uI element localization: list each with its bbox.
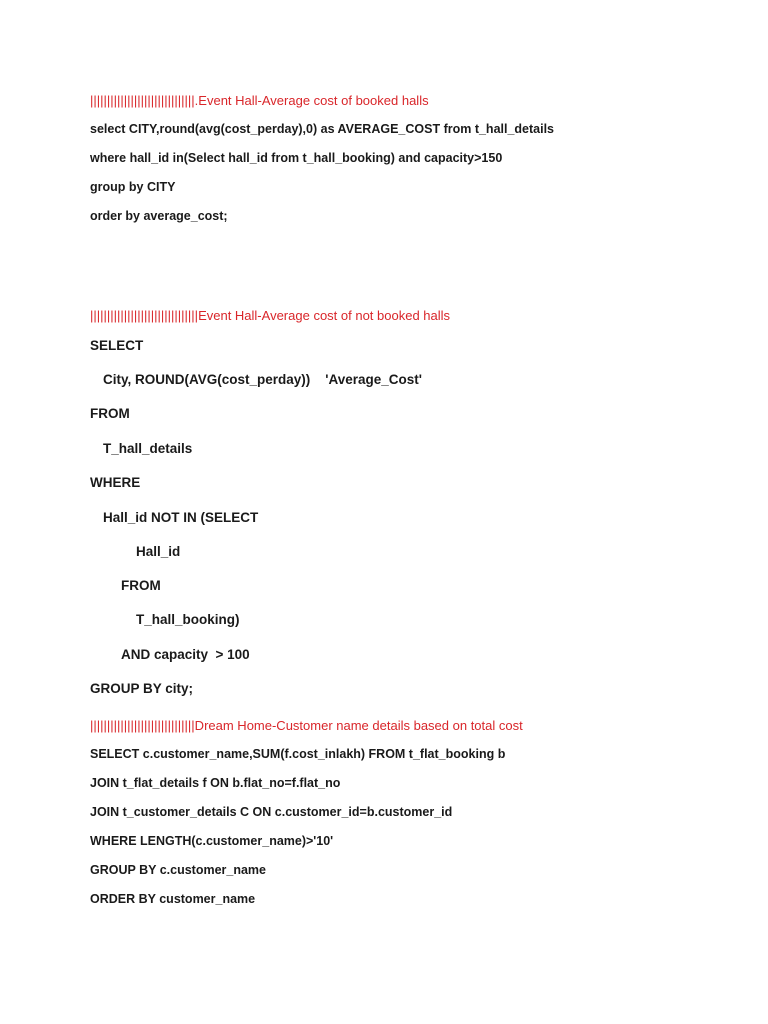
code-line: select CITY,round(avg(cost_perday),0) as AVERAGE_COST from t_hall_details — [90, 122, 555, 136]
code-line: SELECT c.customer_name,SUM(f.cost_inlakh) FROM t_flat_booking b — [90, 747, 506, 761]
code-line: GROUP BY c.customer_name — [90, 863, 266, 877]
code-line: AND capacity > 100 — [121, 647, 250, 662]
code-line: FROM — [90, 406, 130, 421]
code-line: where hall_id in(Select hall_id from t_hall_booking) and capacity>150 — [90, 151, 503, 165]
code-line: T_hall_details — [103, 441, 193, 456]
code-line: WHERE — [90, 475, 141, 490]
code-line: JOIN t_customer_details C ON c.customer_id=b.customer_id — [90, 805, 453, 819]
code-line: GROUP BY city; — [90, 681, 194, 696]
code-line: order by average_cost; — [90, 209, 228, 223]
code-line: group by CITY — [90, 180, 176, 194]
code-line: City, ROUND(AVG(cost_perday)) 'Average_Cost' — [103, 372, 422, 387]
code-line: JOIN t_flat_details f ON b.flat_no=f.flat_no — [90, 776, 341, 790]
section-heading-booked-halls: |||||||||||||||||||||||||||||||.Event Hall-Average cost of booked halls — [90, 93, 429, 108]
section-heading-dream-home: |||||||||||||||||||||||||||||||Dream Home-Customer name details based on total cost — [90, 718, 523, 733]
section-heading-not-booked-halls: ||||||||||||||||||||||||||||||||Event Hall-Average cost of not booked halls — [90, 308, 451, 323]
code-line: WHERE LENGTH(c.customer_name)>'10' — [90, 834, 334, 848]
code-line: SELECT — [90, 338, 144, 353]
code-line: ORDER BY customer_name — [90, 892, 256, 906]
code-line: FROM — [121, 578, 161, 593]
code-line: Hall_id — [136, 544, 181, 559]
code-line: T_hall_booking) — [136, 612, 240, 627]
code-line: Hall_id NOT IN (SELECT — [103, 510, 259, 525]
